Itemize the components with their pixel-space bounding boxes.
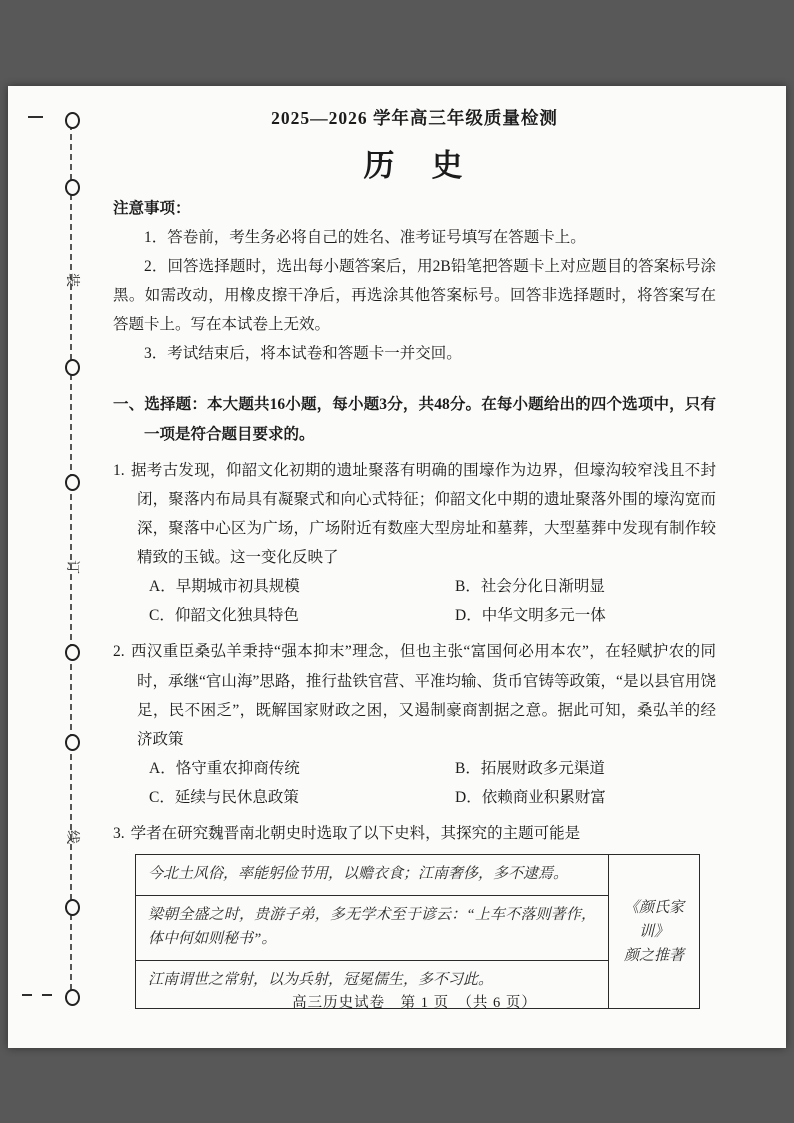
binding-mark-text: 装: [64, 273, 79, 287]
exam-title: 2025—2026 学年高三年级质量检测: [271, 108, 558, 128]
question-1-options-row-2: [113, 601, 716, 630]
binding-hole: [65, 644, 80, 661]
question-2-stem: [113, 637, 716, 754]
crop-mark-bottom-2: [42, 994, 52, 996]
binding-hole: [65, 179, 80, 196]
question-2-options-row-1: [113, 754, 716, 783]
source-reference-cell: [609, 855, 700, 1009]
question-3-stem: [113, 819, 716, 848]
table-row: [136, 855, 700, 896]
paper-content: [113, 106, 716, 1009]
section-one-heading: 一、选择题：本大题共16小题，每小题3分，共48分。在每小题给出的四个选项中，只有一项是符合题目要求的。: [113, 396, 716, 443]
binding-hole: [65, 474, 80, 491]
question-2-option-c: C．延续与民休息政策: [149, 789, 299, 807]
source-excerpt-1: 今北土风俗，率能躬俭节用，以赡衣食；江南奢侈，多不逮焉。: [136, 855, 609, 896]
binding-hole: [65, 359, 80, 376]
binding-mark-text: 订: [64, 560, 79, 574]
exam-paper-page: [8, 86, 786, 1048]
crop-mark-bottom-1: [22, 994, 32, 996]
question-3-source-table: [135, 854, 700, 1009]
question-1-text: 据考古发现，仰韶文化初期的遗址聚落有明确的围壕作为边界，但壕沟较窄浅且不封闭，聚落内布局具有凝聚式和向心式特征；仰韶文化中期的遗址聚落外围的壕沟宽而深，聚落中心区为广场，广场附近有数座大型房址和墓葬，大型墓葬中发现有制作较精致的玉钺。这一变化反映了: [130, 461, 716, 567]
source-excerpt-2: 梁朝全盛之时，贵游子弟，多无学术至于谚云：“上车不落则著作，体中何如则秘书”。: [136, 896, 609, 961]
question-2-number: 2.: [113, 643, 125, 661]
source-excerpt-3: 江南谓世之常射，以为兵射，冠冕儒生，多不习此。: [136, 961, 609, 1009]
question-1-options-row-1: [113, 572, 716, 601]
binding-hole: [65, 112, 80, 129]
question-1-option-a: A．早期城市初具规模: [149, 578, 300, 596]
question-2-text: 西汉重臣桑弘羊秉持“强本抑末”理念，但也主张“富国何必用本农”，在轻赋护农的同时，承继“官山海”思路，推行盐铁官营、平准均输、货币官铸等政策，“是以县官用饶足，民不困乏”，既解国家财政之困，又遏制豪商割据之意。据此可知，桑弘羊的经济政策: [130, 643, 716, 748]
binding-hole: [65, 989, 80, 1006]
notice-item-2: 2．回答选择题时，选出每小题答案后，用2B铅笔把答题卡上对应题目的答案标号涂黑。如需改动，用橡皮擦干净后，再选涂其他答案标号。回答非选择题时，将答案写在答题卡上。写在本试卷上无效。: [113, 257, 716, 334]
question-1-option-b: B．社会分化日渐明显: [455, 578, 605, 596]
question-2-option-a: A．恪守重农抑商传统: [149, 759, 300, 777]
question-2-option-d: D．依赖商业积累财富: [455, 789, 606, 807]
question-1-option-d: D．中华文明多元一体: [455, 607, 606, 625]
notice-heading: 注意事项：: [113, 199, 191, 217]
subject-title: 历 史: [363, 147, 466, 183]
question-1-stem: [113, 456, 716, 573]
binding-mark-text: 线: [64, 830, 79, 844]
question-2-option-b: B．拓展财政多元渠道: [455, 759, 605, 777]
source-title: 《颜氏家训》: [623, 899, 684, 940]
question-1-number: 1.: [113, 461, 125, 479]
source-author: 颜之推著: [623, 947, 684, 964]
binding-hole: [65, 899, 80, 916]
notice-item-3: 3．考试结束后，将本试卷和答题卡一并交回。: [144, 345, 462, 363]
notice-item-1: 1．答卷前，考生务必将自己的姓名、准考证号填写在答题卡上。: [144, 228, 586, 246]
binding-hole: [65, 734, 80, 751]
page-footer: 高三历史试卷 第 1 页 （共 6 页）: [292, 995, 537, 1011]
binding-dashed-line: [70, 114, 72, 1000]
question-1-option-c: C．仰韶文化独具特色: [149, 607, 299, 625]
question-2-options-row-2: [113, 783, 716, 812]
question-3-text: 学者在研究魏晋南北朝史时选取了以下史料，其探究的主题可能是: [130, 825, 581, 843]
crop-mark-top: [28, 116, 43, 118]
question-3-number: 3.: [113, 825, 125, 843]
